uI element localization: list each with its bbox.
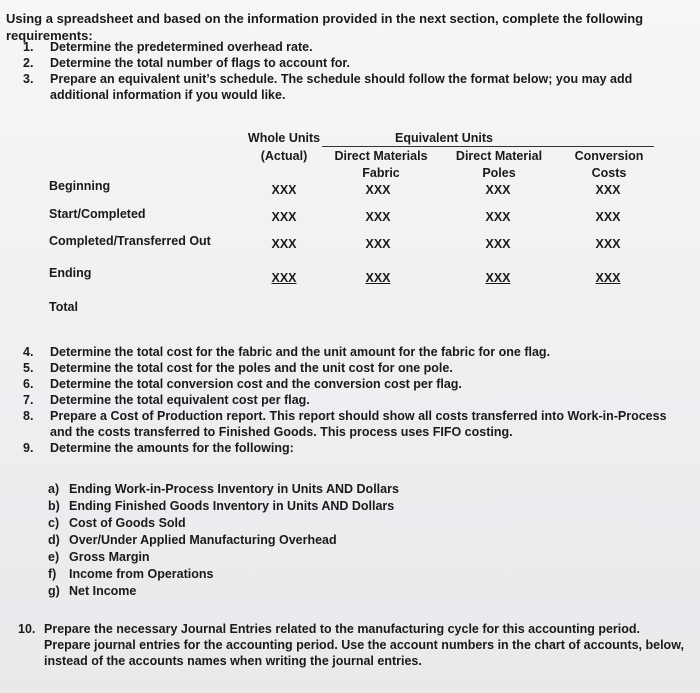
item-number: 7.: [23, 393, 34, 407]
header-costs: Costs: [591, 166, 627, 180]
item-number: 2.: [23, 56, 34, 70]
header-equivalent-units: Equivalent Units: [395, 131, 493, 145]
item-letter: e): [48, 550, 60, 564]
header-fabric: Fabric: [362, 166, 400, 180]
item-number: 1.: [23, 40, 34, 54]
list-item: [23, 392, 690, 408]
equivalent-units-rule: [322, 146, 654, 147]
item-number: 4.: [23, 345, 34, 359]
row-label-beginning: Beginning: [49, 179, 111, 193]
list-item: [48, 583, 399, 600]
item-text: Ending Work-in-Process Inventory in Units AND Dollars: [69, 482, 399, 496]
header-dm-poles: Direct Material: [455, 149, 543, 163]
item-text: Prepare the necessary Journal Entries related to the manufacturing cycle for this accounting period. Prepare journal entries for the accounting period. Use the account numbers in the chart of accounts, below, instead of the accounts names when writing the journal entries.: [44, 622, 684, 668]
intro-text: Using a spreadsheet and based on the information provided in the next section, complete the following requirements:: [6, 11, 644, 43]
cell-placeholder: XXX: [271, 271, 297, 285]
item-text: Determine the total conversion cost and the conversion cost per flag.: [50, 377, 462, 391]
cell-placeholder: XXX: [485, 210, 511, 224]
cell-placeholder: XXX: [365, 183, 391, 197]
list-item: [48, 481, 399, 498]
item-text: Determine the total equivalent cost per flag.: [50, 393, 310, 407]
cell-placeholder: XXX: [595, 183, 621, 197]
cell-placeholder: XXX: [595, 237, 621, 251]
item-text: Determine the total number of flags to account for.: [50, 56, 351, 70]
item-letter: b): [48, 499, 60, 513]
row-label-completed-transferred: Completed/Transferred Out: [49, 234, 211, 248]
row-label-start-completed: Start/Completed: [49, 207, 146, 221]
item-text: Determine the amounts for the following:: [50, 441, 294, 455]
item-text: Determine the total cost for the poles and the unit cost for one pole.: [50, 361, 453, 375]
cell-placeholder: XXX: [485, 183, 511, 197]
requirement-10: [18, 621, 684, 669]
cell-placeholder: XXX: [271, 183, 297, 197]
requirements-mid-list: [23, 344, 690, 456]
cell-placeholder: XXX: [271, 237, 297, 251]
item-text: Over/Under Applied Manufacturing Overhead: [69, 533, 337, 547]
header-whole-units: Whole Units: [247, 131, 321, 145]
item-letter: c): [48, 516, 60, 530]
header-conversion: Conversion: [574, 149, 644, 163]
list-item: [23, 344, 690, 360]
sub-items-list: [48, 481, 399, 600]
row-label-total: Total: [49, 300, 78, 314]
cell-placeholder: XXX: [595, 210, 621, 224]
list-item: [18, 621, 684, 669]
item-number: 9.: [23, 441, 34, 455]
item-text: Cost of Goods Sold: [69, 516, 186, 530]
item-text: Determine the predetermined overhead rate.: [50, 40, 313, 54]
cell-placeholder: XXX: [271, 210, 297, 224]
item-text: Income from Operations: [69, 567, 214, 581]
list-item: [48, 498, 399, 515]
item-text: Prepare a Cost of Production report. This report should show all costs transferred into Work-in-Process and the costs transferred to Finished Goods. This process uses FIFO costing.: [50, 409, 667, 439]
item-text: Prepare an equivalent unit’s schedule. The schedule should follow the format below; you may add additional information if you would like.: [50, 72, 633, 102]
cell-placeholder: XXX: [595, 271, 621, 285]
item-number: 3.: [23, 72, 34, 86]
item-text: Ending Finished Goods Inventory in Units AND Dollars: [69, 499, 395, 513]
item-letter: a): [48, 482, 60, 496]
cell-placeholder: XXX: [485, 271, 511, 285]
list-item: [48, 532, 399, 549]
item-text: Determine the total cost for the fabric and the unit amount for the fabric for one flag.: [50, 345, 551, 359]
list-item: [23, 360, 690, 376]
list-item: [23, 408, 690, 440]
header-actual: (Actual): [260, 149, 308, 163]
item-letter: d): [48, 533, 60, 547]
cell-placeholder: XXX: [365, 271, 391, 285]
list-item: [48, 515, 399, 532]
item-number: 5.: [23, 361, 34, 375]
item-text: Gross Margin: [69, 550, 150, 564]
list-item: [23, 440, 690, 456]
item-number: 10.: [18, 622, 36, 636]
item-number: 8.: [23, 409, 34, 423]
cell-placeholder: XXX: [485, 237, 511, 251]
header-poles: Poles: [482, 166, 516, 180]
item-number: 6.: [23, 377, 34, 391]
header-dm-fabric: Direct Materials: [334, 149, 428, 163]
item-text: Net Income: [69, 584, 137, 598]
list-item: [23, 376, 690, 392]
list-item: [48, 549, 399, 566]
row-label-ending: Ending: [49, 266, 92, 280]
item-letter: f): [48, 567, 57, 581]
cell-placeholder: XXX: [365, 210, 391, 224]
equivalent-units-schedule: [0, 0, 700, 320]
list-item: [48, 566, 399, 583]
cell-placeholder: XXX: [365, 237, 391, 251]
item-letter: g): [48, 584, 60, 598]
